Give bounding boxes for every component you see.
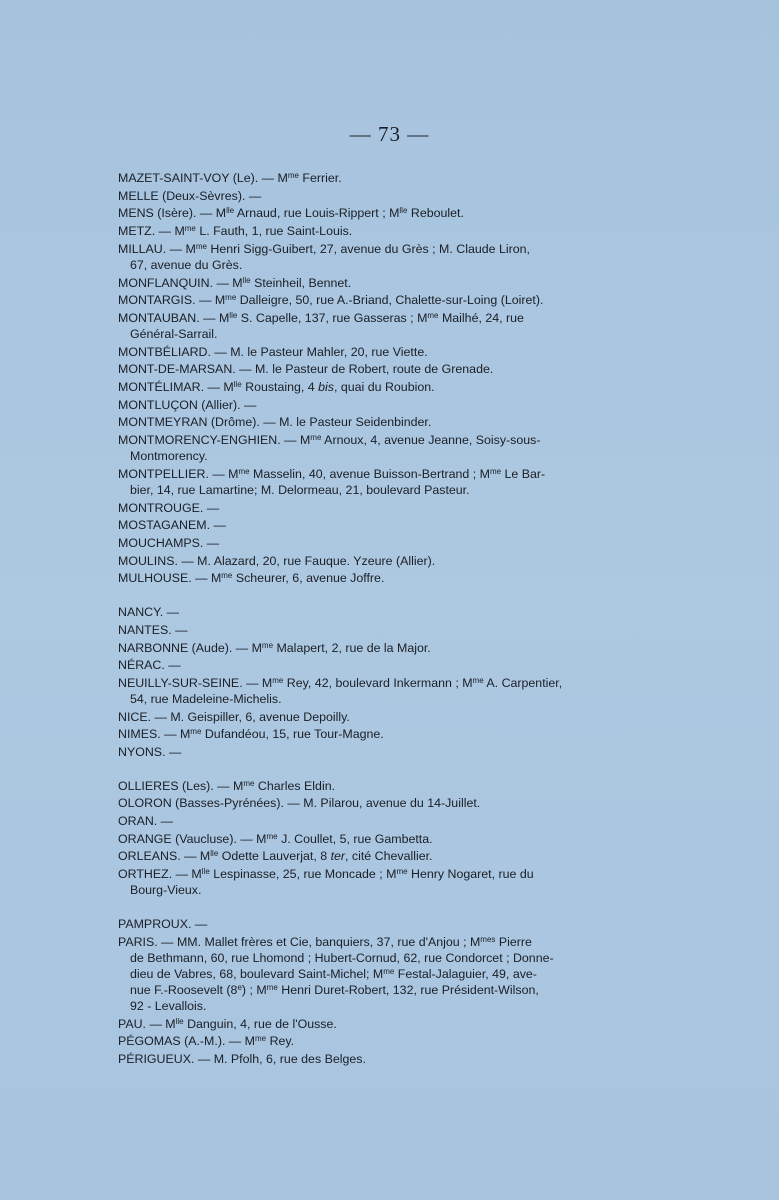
directory-entry: MOSTAGANEM. —	[118, 518, 226, 533]
directory-entry: METZ. — $M^{me}$ L. Fauth, 1, rue Saint-Louis.	[118, 224, 353, 239]
directory-entry: NÉRAC. —	[118, 658, 181, 673]
directory-entry: PAU. — $M^{lle}$ Danguin, 4, rue de l'Ousse.	[118, 1016, 337, 1031]
directory-entry: MULHOUSE. — $M^{me}$ Scheurer, 6, avenue Joffre.	[118, 571, 385, 586]
directory-entry: PARIS. — MM. Mallet frères et Cie, banquiers, 37, rue d'Anjou ; $M^{mes}$ Pierre de Bethmann, 60, rue Lhomond ; Hubert-Cornud, 62, rue Condorcet ; Donne- dieu de Vabres, 68, boulevard Saint-Michel; $M^{me}$ Festal-Jalaguier, 49, ave- nue F.-Roosevelt (8e) ; $M^{me}$ Henri Duret-Robert, 132, rue Président-Wilson, 92 - Levallois.	[118, 934, 554, 1013]
directory-entry: PÉGOMAS (A.-M.). — $M^{me}$ Rey.	[118, 1034, 295, 1049]
section-gap	[118, 588, 638, 604]
directory-entry: ORLEANS. — $M^{lle}$ Odette Lauverjat, 8 ter, cité Chevallier.	[118, 849, 433, 864]
directory-entry: MONTROUGE. —	[118, 500, 220, 515]
directory-entry: NIMES. — $M^{me}$ Dufandéou, 15, rue Tour-Magne.	[118, 727, 384, 742]
directory-entry: MENS (Isère). — $M^{lle}$ Arnaud, rue Louis-Rippert ; $M^{lle}$ Reboulet.	[118, 206, 464, 221]
directory-entry: MONTMORENCY-ENGHIEN. — $M^{me}$ Arnoux, 4, avenue Jeanne, Soisy-sous- Montmorency.	[118, 433, 541, 464]
directory-entry: NANTES. —	[118, 622, 188, 637]
directory-entry: MOUCHAMPS. —	[118, 536, 220, 551]
directory-entry: MOULINS. — M. Alazard, 20, rue Fauque. Yzeure (Allier).	[118, 553, 436, 568]
directory-entry: MONTLUÇON (Allier). —	[118, 397, 257, 412]
page-number: — 73 —	[349, 122, 430, 146]
directory-entry: MONTAUBAN. — $M^{lle}$ S. Capelle, 137, rue Gasseras ; $M^{me}$ Mailhé, 24, rue Général-Sarrail.	[118, 310, 524, 341]
directory-entry: MAZET-SAINT-VOY (Le). — $M^{me}$ Ferrier.	[118, 171, 342, 185]
directory-entry: MONTARGIS. — $M^{me}$ Dalleigre, 50, rue A.-Briand, Chalette-sur-Loing (Loiret).	[118, 293, 544, 308]
directory-entry: PAMPROUX. —	[118, 916, 208, 931]
directory-entry: ORTHEZ. — $M^{lle}$ Lespinasse, 25, rue Moncade ; $M^{me}$ Henry Nogaret, rue du Bourg-Vieux.	[118, 867, 534, 898]
directory-entry: OLORON (Basses-Pyrénées). — M. Pilarou, avenue du 14-Juillet.	[118, 796, 481, 811]
directory-entry: NEUILLY-SUR-SEINE. — $M^{me}$ Rey, 42, boulevard Inkermann ; $M^{me}$ A. Carpentier, 54, rue Madeleine-Michelis.	[118, 675, 563, 706]
directory-entry: MELLE (Deux-Sèvres). —	[118, 188, 262, 203]
directory-entry: MONTÉLIMAR. — $M^{lle}$ Roustaing, 4 bis, quai du Roubion.	[118, 380, 435, 395]
directory-entry: MONTMEYRAN (Drôme). — M. le Pasteur Seidenbinder.	[118, 415, 432, 430]
section-gap	[118, 900, 638, 916]
directory-entry: NICE. — M. Geispiller, 6, avenue Depoilly.	[118, 709, 350, 724]
directory-entry: NYONS. —	[118, 745, 182, 760]
directory-entry: ORANGE (Vaucluse). — $M^{me}$ J. Coullet, 5, rue Gambetta.	[118, 831, 433, 846]
directory-entry: NARBONNE (Aude). — $M^{me}$ Malapert, 2, rue de la Major.	[118, 640, 431, 655]
directory-entry: MONT-DE-MARSAN. — M. le Pasteur de Robert, route de Grenade.	[118, 362, 494, 377]
directory-list	[118, 170, 638, 1069]
directory-entry: MILLAU. — $M^{me}$ Henri Sigg-Guibert, 27, avenue du Grès ; M. Claude Liron, 67, avenue du Grès.	[118, 241, 530, 272]
directory-entry: MONFLANQUIN. — $M^{lle}$ Steinheil, Bennet.	[118, 275, 352, 290]
directory-entry: MONTBÉLIARD. — M. le Pasteur Mahler, 20, rue Viette.	[118, 344, 428, 359]
directory-entry: PÉRIGUEUX. — M. Pfolh, 6, rue des Belges.	[118, 1052, 366, 1067]
directory-entry: NANCY. —	[118, 605, 180, 620]
directory-entry: ORAN. —	[118, 814, 174, 829]
directory-entry: MONTPELLIER. — $M^{me}$ Masselin, 40, avenue Buisson-Bertrand ; $M^{me}$ Le Bar- bier, 14, rue Lamartine; M. Delormeau, 21, boulevard Pasteur.	[118, 466, 546, 497]
section-gap	[118, 762, 638, 778]
directory-entry: OLLIERES (Les). — $M^{me}$ Charles Eldin.	[118, 778, 336, 793]
